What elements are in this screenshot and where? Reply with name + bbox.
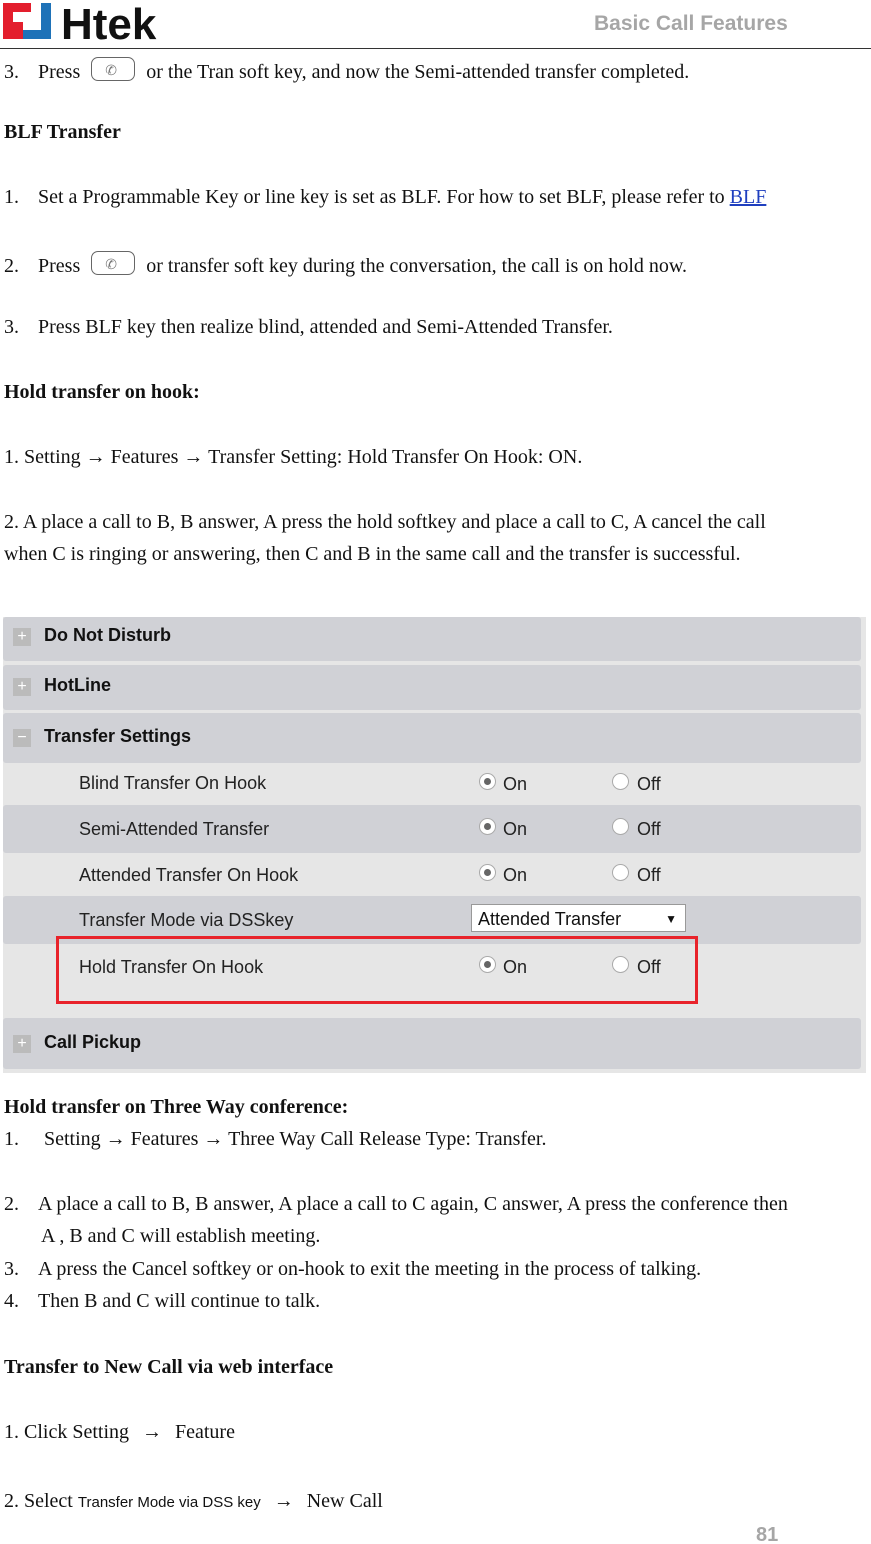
- setting-label: Blind Transfer On Hook: [79, 773, 267, 793]
- web-heading: Transfer to New Call via web interface: [4, 1356, 334, 1378]
- radio-on[interactable]: [479, 818, 496, 835]
- hold-hook-heading: Hold transfer on hook:: [4, 381, 200, 403]
- section-title: HotLine: [44, 675, 111, 695]
- three-way-step-4: [4, 1289, 320, 1313]
- settings-panel: [3, 617, 866, 1073]
- three-way-step-3: [4, 1257, 701, 1281]
- section-hotline[interactable]: [3, 665, 861, 710]
- blf-link[interactable]: BLF: [729, 186, 767, 208]
- hold-hook-step-1: 1. Setting → Features → Transfer Setting: Hold Transfer On Hook: ON.: [4, 446, 583, 468]
- step-text: 1. Click Setting: [4, 1421, 129, 1443]
- web-step-2: [4, 1489, 383, 1515]
- step-number: 3.: [4, 316, 19, 338]
- radio-label: On: [503, 865, 528, 885]
- step-number: 2.: [4, 255, 19, 277]
- step-text: Setting → Features → Three Way Call Release Type: Transfer.: [44, 1128, 547, 1150]
- step-text: or transfer soft key during the conversation, the call is on hold now.: [146, 255, 688, 277]
- setting-label: Attended Transfer On Hook: [79, 865, 299, 885]
- section-title: Transfer Settings: [44, 726, 192, 746]
- step-text: Press BLF key then realize blind, attended and Semi-Attended Transfer.: [38, 316, 613, 338]
- radio-label: On: [503, 819, 528, 839]
- step-number: 3.: [4, 61, 19, 83]
- step-text-small: Transfer Mode via DSS key: [77, 1494, 261, 1511]
- section-do-not-disturb[interactable]: [3, 617, 861, 661]
- radio-label: Off: [637, 819, 661, 839]
- section-transfer-settings[interactable]: [3, 713, 861, 763]
- step-text: Set a Programmable Key or line key is set as BLF. For how to set BLF, please refer to: [38, 186, 725, 208]
- blf-step-3: [4, 315, 613, 339]
- radio-label: On: [503, 774, 528, 794]
- transfer-key-icon: ✆: [91, 251, 135, 275]
- step-number: 1.: [4, 186, 19, 208]
- step-number: 1.: [4, 1128, 19, 1150]
- arrow-icon: →: [142, 1421, 162, 1443]
- step-number: 2.: [4, 1193, 19, 1215]
- radio-label: Off: [637, 957, 661, 977]
- expand-icon[interactable]: +: [13, 1035, 31, 1053]
- radio-on[interactable]: [479, 864, 496, 881]
- section-call-pickup[interactable]: [3, 1018, 861, 1069]
- three-way-heading: Hold transfer on Three Way conference:: [4, 1096, 349, 1118]
- header-title: Basic Call Features: [594, 12, 788, 35]
- transfer-key-icon: ✆: [91, 57, 135, 81]
- svg-text:Htek: Htek: [61, 2, 157, 42]
- section-title: Call Pickup: [44, 1032, 142, 1052]
- blf-step-2: [4, 251, 687, 278]
- three-way-step-1: [4, 1127, 546, 1151]
- radio-off[interactable]: [612, 818, 629, 835]
- three-way-step-2-cont: A , B and C will establish meeting.: [41, 1225, 321, 1247]
- setting-row-blind-transfer: [3, 765, 861, 803]
- step-text: A press the Cancel softkey or on-hook to exit the meeting in the process of talking.: [38, 1258, 702, 1280]
- htek-logo: [3, 2, 191, 42]
- intro-step-3: [4, 57, 689, 84]
- step-text: 2. Select: [4, 1490, 73, 1512]
- step-text: Press: [38, 255, 81, 277]
- three-way-step-2: [4, 1192, 788, 1216]
- step-text: Then B and C will continue to talk.: [38, 1290, 321, 1312]
- setting-label: Transfer Mode via DSSkey: [79, 910, 294, 930]
- radio-off[interactable]: [612, 773, 629, 790]
- setting-label: Semi-Attended Transfer: [79, 819, 270, 839]
- radio-label: Off: [637, 865, 661, 885]
- setting-row-semi-attended: [3, 805, 861, 853]
- step-text: New Call: [306, 1490, 383, 1512]
- expand-icon[interactable]: +: [13, 678, 31, 696]
- step-text: or the Tran soft key, and now the Semi-attended transfer completed.: [146, 61, 690, 83]
- hold-hook-step-2-line2: when C is ringing or answering, then C and B in the same call and the transfer is successful.: [4, 543, 741, 565]
- step-text: Feature: [175, 1421, 235, 1443]
- header-divider: [0, 48, 871, 49]
- radio-label: On: [503, 957, 528, 977]
- radio-off[interactable]: [612, 864, 629, 881]
- step-number: 3.: [4, 1258, 19, 1280]
- step-text: Press: [38, 61, 81, 83]
- collapse-icon[interactable]: −: [13, 729, 31, 747]
- dropdown-arrow-icon: ▼: [665, 912, 677, 926]
- setting-label: Hold Transfer On Hook: [79, 957, 264, 977]
- step-number: 4.: [4, 1290, 19, 1312]
- blf-step-1: [4, 185, 766, 209]
- blf-heading: BLF Transfer: [4, 121, 121, 143]
- transfer-mode-select[interactable]: [471, 904, 686, 932]
- section-title: Do Not Disturb: [44, 625, 171, 645]
- select-value: Attended Transfer: [478, 909, 622, 929]
- web-step-1: [4, 1420, 235, 1444]
- hold-hook-step-2-line1: 2. A place a call to B, B answer, A press the hold softkey and place a call to C, A cancel the call: [4, 511, 766, 533]
- page-number: 81: [756, 1524, 779, 1544]
- setting-row-attended-transfer: [3, 855, 861, 895]
- radio-on[interactable]: [479, 773, 496, 790]
- step-text: A place a call to B, B answer, A place a call to C again, C answer, A press the conference then: [38, 1193, 788, 1215]
- radio-label: Off: [637, 774, 661, 794]
- expand-icon[interactable]: +: [13, 628, 31, 646]
- highlight-box: [56, 936, 698, 1004]
- arrow-icon: →: [273, 1490, 294, 1512]
